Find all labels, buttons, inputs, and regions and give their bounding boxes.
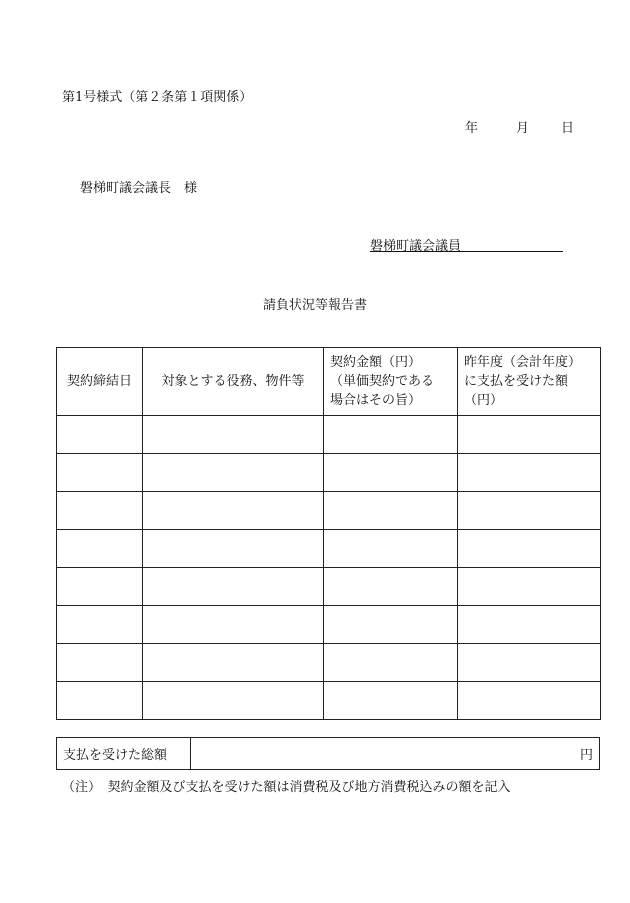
contract-amount-cell[interactable] (324, 530, 458, 568)
yen-unit: 円 (579, 748, 593, 763)
amount-received-cell[interactable] (458, 454, 601, 492)
table-row (57, 454, 601, 492)
subject-cell[interactable] (143, 606, 324, 644)
table-row (57, 682, 601, 720)
contract-date-cell[interactable] (57, 568, 143, 606)
amount-received-cell[interactable] (458, 644, 601, 682)
contract-amount-cell[interactable] (324, 454, 458, 492)
amount-received-cell[interactable] (458, 568, 601, 606)
total-label: 支払を受けた総額 (57, 738, 191, 770)
table-row (57, 492, 601, 530)
date-year-label: 年 (465, 121, 479, 136)
contract-date-cell[interactable] (57, 644, 143, 682)
amount-received-cell[interactable] (458, 530, 601, 568)
date-month-label: 月 (516, 121, 530, 136)
contract-date-cell[interactable] (57, 492, 143, 530)
signature-line[interactable] (370, 251, 563, 252)
subject-cell[interactable] (143, 454, 324, 492)
total-table (56, 737, 600, 770)
contract-date-cell[interactable] (57, 530, 143, 568)
contract-date-cell[interactable] (57, 454, 143, 492)
contract-amount-cell[interactable] (324, 568, 458, 606)
sender-label: 磐梯町議会議員 (370, 239, 462, 254)
date-day-label: 日 (561, 121, 575, 136)
subject-cell[interactable] (143, 682, 324, 720)
subject-cell[interactable] (143, 644, 324, 682)
header-amount-received (458, 348, 601, 416)
contract-date-cell[interactable] (57, 606, 143, 644)
header-contract-amount-line: （単価契約である (330, 374, 435, 389)
table-row (57, 530, 601, 568)
document-title: 請負状況等報告書 (262, 298, 367, 313)
contract-amount-cell[interactable] (324, 644, 458, 682)
header-contract-date: 契約締結日 (57, 348, 143, 416)
header-contract-amount (324, 348, 458, 416)
contract-date-cell[interactable] (57, 416, 143, 454)
amount-received-cell[interactable] (458, 682, 601, 720)
amount-received-cell[interactable] (458, 492, 601, 530)
header-subject: 対象とする役務、物件等 (143, 348, 324, 416)
table-row (57, 606, 601, 644)
amount-received-cell[interactable] (458, 416, 601, 454)
contract-amount-cell[interactable] (324, 492, 458, 530)
contract-date-cell[interactable] (57, 682, 143, 720)
header-amount-received-line: に支払を受けた額 (464, 374, 569, 389)
header-amount-received-line: 昨年度（会計年度） (464, 355, 582, 370)
subject-cell[interactable] (143, 492, 324, 530)
subject-cell[interactable] (143, 530, 324, 568)
footnote: （注） 契約金額及び支払を受けた額は消費税及び地方消費税込みの額を記入 (62, 780, 511, 795)
header-contract-amount-line: 場合はその旨） (330, 393, 422, 408)
contract-table (56, 347, 601, 720)
subject-cell[interactable] (143, 568, 324, 606)
table-row (57, 568, 601, 606)
addressee: 磐梯町議会議長 様 (80, 181, 198, 196)
table-row (57, 644, 601, 682)
form-number: 第1号様式（第２条第１項関係） (62, 90, 253, 105)
header-amount-received-line: （円） (464, 393, 504, 408)
amount-received-cell[interactable] (458, 606, 601, 644)
contract-amount-cell[interactable] (324, 682, 458, 720)
header-contract-amount-line: 契約金額（円） (330, 355, 422, 370)
total-amount-field[interactable] (191, 738, 600, 770)
table-header-row (57, 348, 601, 416)
date-line (465, 117, 574, 136)
table-row (57, 416, 601, 454)
contract-amount-cell[interactable] (324, 606, 458, 644)
contract-amount-cell[interactable] (324, 416, 458, 454)
subject-cell[interactable] (143, 416, 324, 454)
